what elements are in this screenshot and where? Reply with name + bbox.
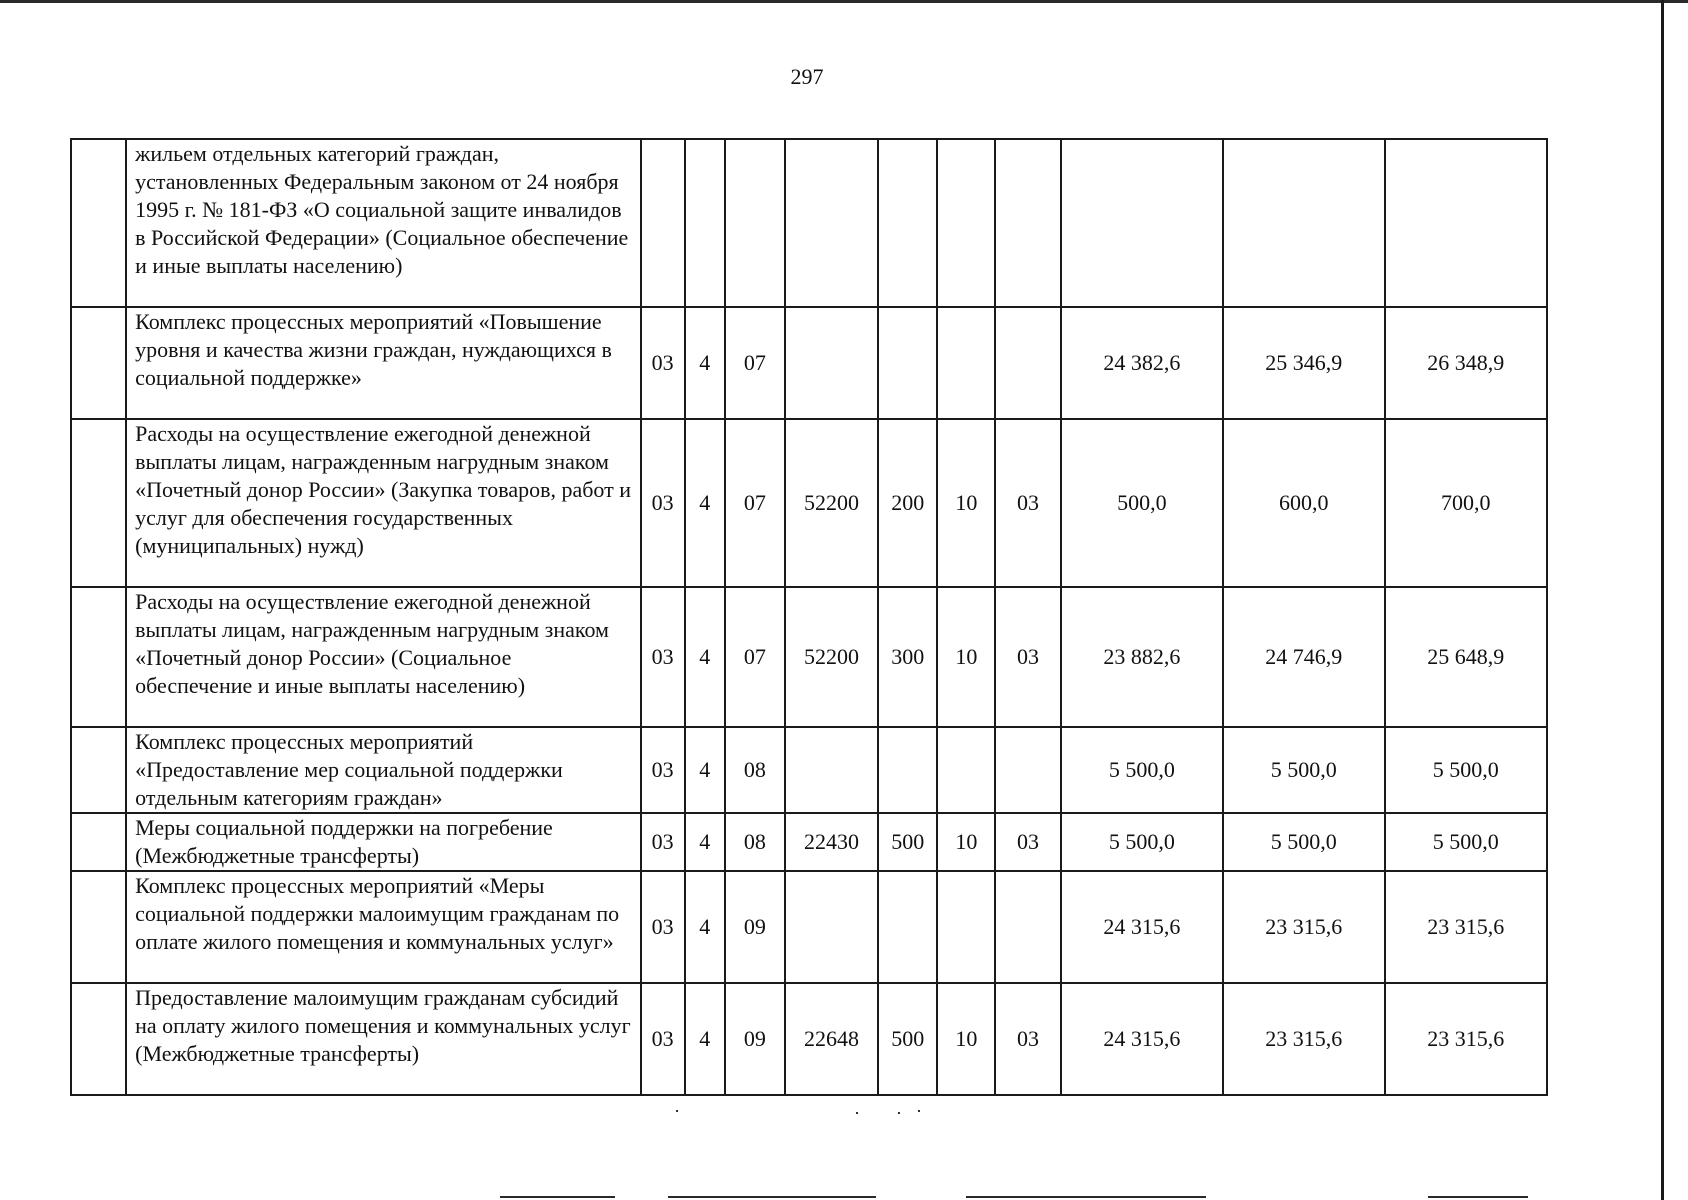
row-number-cell xyxy=(71,307,126,419)
code-program: 08 xyxy=(725,813,785,871)
table-body xyxy=(71,139,1547,1095)
code-expense-type xyxy=(878,139,937,307)
table-row xyxy=(71,419,1547,587)
scan-speck xyxy=(918,1110,920,1112)
code-subsection: 4 xyxy=(685,727,725,813)
scan-edge-top xyxy=(0,0,1688,3)
amount-year-1: 5 500,0 xyxy=(1061,727,1223,813)
code-item: 52200 xyxy=(785,419,878,587)
amount-year-1 xyxy=(1061,139,1223,307)
code-program: 09 xyxy=(725,871,785,983)
row-name: жильем отдельных категорий граждан, установленных Федеральным законом от 24 ноября 1995 г. № 181-ФЗ «О социальной защите инвалидов в Российской Федерации» (Социальное обеспечение и иные выплаты населению) xyxy=(126,139,640,307)
table-row xyxy=(71,139,1547,307)
amount-year-2: 25 346,9 xyxy=(1223,307,1384,419)
row-name: Расходы на осуществление ежегодной денежной выплаты лицам, награжденным нагрудным знаком «Почетный донор России» (Закупка товаров, работ и услуг для обеспечения государственных (муниципальных) нужд) xyxy=(126,419,640,587)
code-program: 07 xyxy=(725,587,785,727)
code-ch xyxy=(937,727,995,813)
code-sub: 03 xyxy=(995,419,1060,587)
table-row xyxy=(71,871,1547,983)
scan-mark xyxy=(668,1196,876,1198)
scan-speck xyxy=(898,1112,900,1114)
code-program: 09 xyxy=(725,983,785,1095)
amount-year-3: 25 648,9 xyxy=(1385,587,1548,727)
row-name: Комплекс процессных мероприятий «Повышение уровня и качества жизни граждан, нуждающихся в социальной поддержке» xyxy=(126,307,640,419)
amount-year-2 xyxy=(1223,139,1384,307)
code-item: 52200 xyxy=(785,587,878,727)
budget-table xyxy=(70,138,1548,1096)
code-section: 03 xyxy=(641,307,685,419)
row-number-cell xyxy=(71,419,126,587)
row-number-cell xyxy=(71,587,126,727)
amount-year-1: 24 382,6 xyxy=(1061,307,1223,419)
row-name: Меры социальной поддержки на погребение (Межбюджетные трансферты) xyxy=(126,813,640,871)
amount-year-1: 500,0 xyxy=(1061,419,1223,587)
scan-speck xyxy=(676,1110,678,1112)
amount-year-2: 5 500,0 xyxy=(1223,727,1384,813)
amount-year-2: 24 746,9 xyxy=(1223,587,1384,727)
amount-year-3: 23 315,6 xyxy=(1385,983,1548,1095)
code-expense-type xyxy=(878,307,937,419)
amount-year-1: 5 500,0 xyxy=(1061,813,1223,871)
code-ch: 10 xyxy=(937,813,995,871)
row-number-cell xyxy=(71,727,126,813)
code-expense-type: 500 xyxy=(878,983,937,1095)
scan-mark xyxy=(1428,1196,1528,1198)
amount-year-3: 26 348,9 xyxy=(1385,307,1548,419)
table-row xyxy=(71,813,1547,871)
code-subsection: 4 xyxy=(685,871,725,983)
code-ch: 10 xyxy=(937,587,995,727)
amount-year-3: 700,0 xyxy=(1385,419,1548,587)
code-expense-type xyxy=(878,871,937,983)
code-section: 03 xyxy=(641,587,685,727)
row-number-cell xyxy=(71,983,126,1095)
row-name: Предоставление малоимущим гражданам субсидий на оплату жилого помещения и коммунальных услуг (Межбюджетные трансферты) xyxy=(126,983,640,1095)
amount-year-2: 600,0 xyxy=(1223,419,1384,587)
code-expense-type: 200 xyxy=(878,419,937,587)
code-section: 03 xyxy=(641,871,685,983)
code-ch xyxy=(937,871,995,983)
row-name: Комплекс процессных мероприятий «Меры социальной поддержки малоимущим гражданам по оплате жилого помещения и коммунальных услуг» xyxy=(126,871,640,983)
code-sub xyxy=(995,139,1060,307)
code-ch xyxy=(937,139,995,307)
code-program: 07 xyxy=(725,419,785,587)
code-subsection: 4 xyxy=(685,983,725,1095)
code-sub xyxy=(995,307,1060,419)
code-item xyxy=(785,871,878,983)
table-row xyxy=(71,307,1547,419)
code-program xyxy=(725,139,785,307)
row-name: Расходы на осуществление ежегодной денежной выплаты лицам, награжденным нагрудным знаком «Почетный донор России» (Социальное обеспечение и иные выплаты населению) xyxy=(126,587,640,727)
row-name: Комплекс процессных мероприятий «Предоставление мер социальной поддержки отдельным категориям граждан» xyxy=(126,727,640,813)
code-sub xyxy=(995,727,1060,813)
amount-year-3 xyxy=(1385,139,1548,307)
code-item: 22648 xyxy=(785,983,878,1095)
code-subsection xyxy=(685,139,725,307)
code-section: 03 xyxy=(641,983,685,1095)
code-ch: 10 xyxy=(937,419,995,587)
code-expense-type: 500 xyxy=(878,813,937,871)
code-subsection: 4 xyxy=(685,587,725,727)
code-sub: 03 xyxy=(995,587,1060,727)
code-subsection: 4 xyxy=(685,307,725,419)
code-subsection: 4 xyxy=(685,813,725,871)
code-item xyxy=(785,307,878,419)
amount-year-1: 23 882,6 xyxy=(1061,587,1223,727)
amount-year-1: 24 315,6 xyxy=(1061,871,1223,983)
code-subsection: 4 xyxy=(685,419,725,587)
code-section: 03 xyxy=(641,727,685,813)
code-ch xyxy=(937,307,995,419)
row-number-cell xyxy=(71,139,126,307)
amount-year-3: 5 500,0 xyxy=(1385,727,1548,813)
table-row xyxy=(71,587,1547,727)
amount-year-2: 23 315,6 xyxy=(1223,983,1384,1095)
row-number-cell xyxy=(71,813,126,871)
amount-year-1: 24 315,6 xyxy=(1061,983,1223,1095)
code-item: 22430 xyxy=(785,813,878,871)
scan-mark xyxy=(500,1196,615,1198)
code-ch: 10 xyxy=(937,983,995,1095)
scan-edge-right xyxy=(1661,0,1664,1200)
code-sub: 03 xyxy=(995,813,1060,871)
scan-speck xyxy=(856,1112,858,1114)
code-item xyxy=(785,727,878,813)
code-expense-type xyxy=(878,727,937,813)
row-number-cell xyxy=(71,871,126,983)
code-sub: 03 xyxy=(995,983,1060,1095)
code-program: 07 xyxy=(725,307,785,419)
table-row xyxy=(71,983,1547,1095)
code-program: 08 xyxy=(725,727,785,813)
code-expense-type: 300 xyxy=(878,587,937,727)
code-item xyxy=(785,139,878,307)
amount-year-3: 5 500,0 xyxy=(1385,813,1548,871)
amount-year-3: 23 315,6 xyxy=(1385,871,1548,983)
scan-mark xyxy=(966,1196,1206,1198)
code-sub xyxy=(995,871,1060,983)
code-section: 03 xyxy=(641,419,685,587)
amount-year-2: 23 315,6 xyxy=(1223,871,1384,983)
code-section: 03 xyxy=(641,813,685,871)
amount-year-2: 5 500,0 xyxy=(1223,813,1384,871)
code-section xyxy=(641,139,685,307)
page-number: 297 xyxy=(790,64,824,89)
table-row xyxy=(71,727,1547,813)
